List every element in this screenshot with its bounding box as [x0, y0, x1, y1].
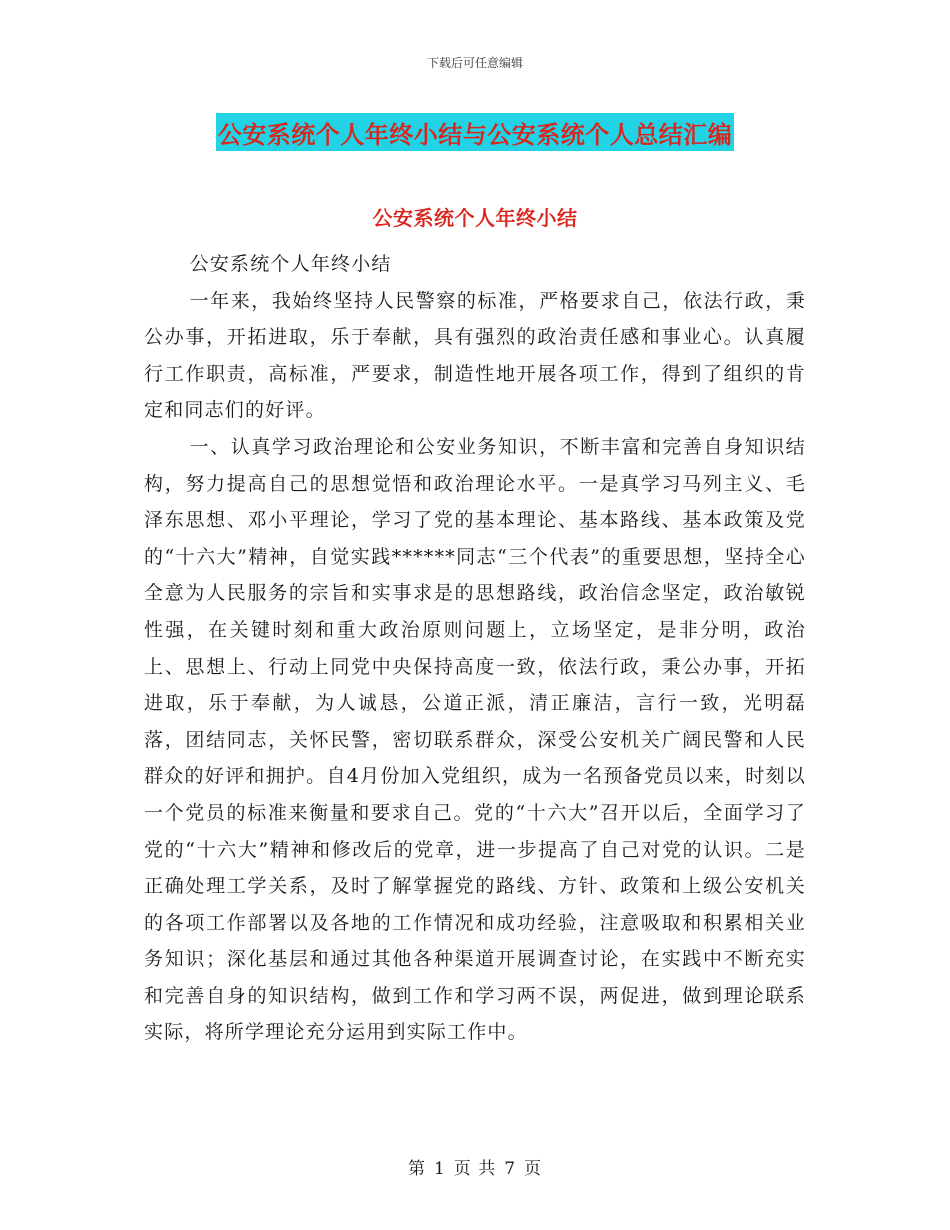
document-body	[144, 246, 806, 1051]
footer-middle: 页 共	[453, 1159, 497, 1179]
paragraph-section-one: 一、认真学习政治理论和公安业务知识，不断丰富和完善自身知识结构，努力提高自己的思想觉悟和政治理论水平。一是真学习马列主义、毛泽东思想、邓小平理论，学习了党的基本理论、基本路线、基本政策及党的“十六大”精神，自觉实践******同志“三个代表”的重要思想，坚持全心全意为人民服务的宗旨和实事求是的思想路线，政治信念坚定，政治敏锐性强，在关键时刻和重大政治原则问题上，立场坚定，是非分明，政治上、思想上、行动上同党中央保持高度一致，依法行政，秉公办事，开拓进取，乐于奉献，为人诚恳，公道正派，清正廉洁，言行一致，光明磊落，团结同志，关怀民警，密切联系群众，深受公安机关广阔民警和人民群众的好评和拥护。自4月份加入党组织，成为一名预备党员以来，时刻以一个党员的标准来衡量和要求自己。党的“十六大”召开以后，全面学习了党的“十六大”精神和修改后的党章，进一步提高了自己对党的认识。二是正确处理工学关系，及时了解掌握党的路线、方针、政策和上级公安机关的各项工作部署以及各地的工作情况和成功经验，注意吸取和积累相关业务知识；深化基层和通过其他各种渠道开展调查讨论，在实践中不断充实和完善自身的知识结构，做到工作和学习两不误，两促进，做到理论联系实际，将所学理论充分运用到实际工作中。	[144, 435, 806, 1044]
document-main-title	[0, 113, 950, 151]
main-title-text: 公安系统个人年终小结与公安系统个人总结汇编	[216, 113, 735, 151]
footer-current-page: 1	[433, 1159, 446, 1179]
page-footer	[0, 1154, 950, 1179]
footer-total-pages: 7	[504, 1159, 517, 1179]
footer-suffix: 页	[524, 1159, 543, 1179]
paragraph-subtitle: 公安系统个人年终小结	[189, 253, 392, 275]
paragraph-intro: 一年来，我始终坚持人民警察的标准，严格要求自己，依法行政，秉公办事，开拓进取，乐于奉献，具有强烈的政治责任感和事业心。认真履行工作职责，高标准，严要求，制造性地开展各项工作，得到了组织的肯定和同志们的好评。	[144, 289, 806, 422]
footer-prefix: 第	[407, 1159, 426, 1179]
section-title: 公安系统个人年终小结	[372, 206, 578, 230]
header-note: 下载后可任意编辑	[426, 56, 523, 70]
